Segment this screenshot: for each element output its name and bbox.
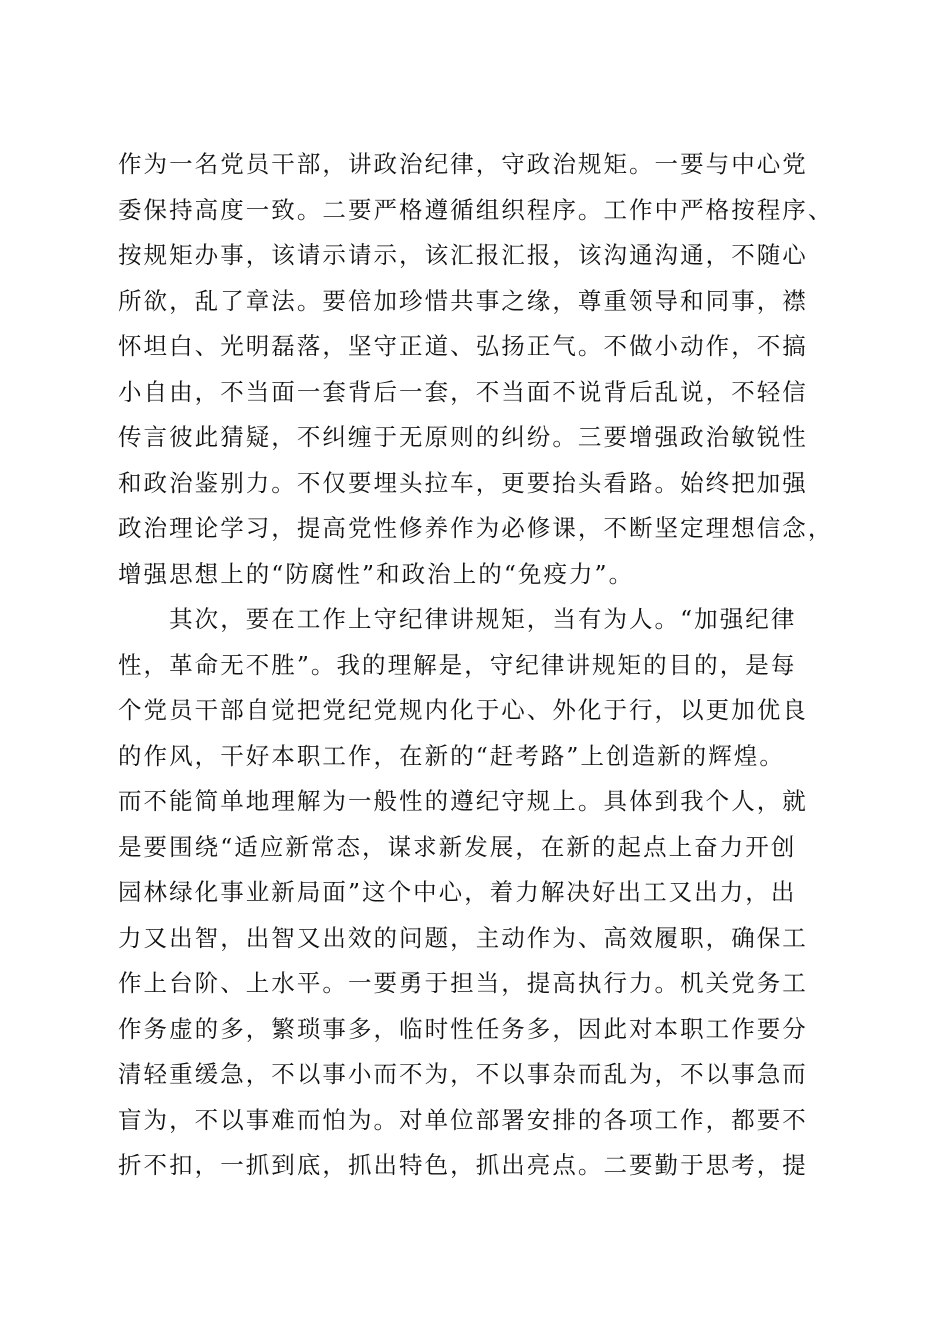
text-line: 作务虚的多，繁琐事多，临时性任务多，因此对本职工作要分: [118, 1014, 808, 1043]
text-line: 怀坦白、光明磊落，坚守正道、弘扬正气。不做小动作，不搞: [118, 332, 808, 360]
body-text: [118, 142, 838, 1189]
text-line: 个党员干部自觉把党纪党规内化于心、外化于行，以更加优良: [118, 696, 808, 724]
text-line: 性，革命无不胜”。我的理解是，守纪律讲规矩的目的，是每: [118, 650, 797, 679]
text-line: 而不能简单地理解为一般性的遵纪守规上。具体到我个人，就: [118, 787, 808, 815]
text-line: 盲为，不以事难而怕为。对单位部署安排的各项工作，都要不: [118, 1105, 808, 1134]
text-line: 折不扣，一抓到底，抓出特色，抓出亮点。二要勤于思考，提: [118, 1151, 808, 1179]
text-line: 力又出智，出智又出效的问题，主动作为、高效履职，确保工: [118, 923, 808, 952]
text-line: 作为一名党员干部，讲政治纪律，守政治规矩。一要与中心党: [118, 150, 808, 178]
text-line: 所欲，乱了章法。要倍加珍惜共事之缘，尊重领导和同事，襟: [118, 286, 808, 315]
text-line: 按规矩办事，该请示请示，该汇报汇报，该沟通沟通，不随心: [118, 241, 808, 269]
text-line: 小自由，不当面一套背后一套，不当面不说背后乱说，不轻信: [118, 377, 808, 406]
text-line: 作上台阶、上水平。一要勇于担当，提高执行力。机关党务工: [118, 969, 808, 997]
text-line: 的作风，干好本职工作，在新的“赶考路”上创造新的辉煌。: [118, 741, 785, 770]
text-line: 和政治鉴别力。不仅要埋头拉车，更要抬头看路。始终把加强: [118, 468, 808, 497]
text-line: 委保持高度一致。二要严格遵循组织程序。工作中严格按程序、: [118, 195, 834, 224]
text-line: 园林绿化事业新局面”这个中心，着力解决好出工又出力，出: [118, 878, 797, 906]
text-line: 政治理论学习，提高党性修养作为必修课，不断坚定理想信念，: [118, 514, 834, 542]
text-line: 其次，要在工作上守纪律讲规矩，当有为人。“加强纪律: [118, 605, 797, 633]
text-line: 增强思想上的“防腐性”和政治上的“免疫力”。: [118, 559, 635, 588]
text-line: 传言彼此猜疑，不纠缠于无原则的纠纷。三要增强政治敏锐性: [118, 423, 808, 451]
text-line: 清轻重缓急，不以事小而不为，不以事杂而乱为，不以事急而: [118, 1060, 808, 1088]
text-line: 是要围绕“适应新常态，谋求新发展，在新的起点上奋力开创: [118, 832, 797, 861]
